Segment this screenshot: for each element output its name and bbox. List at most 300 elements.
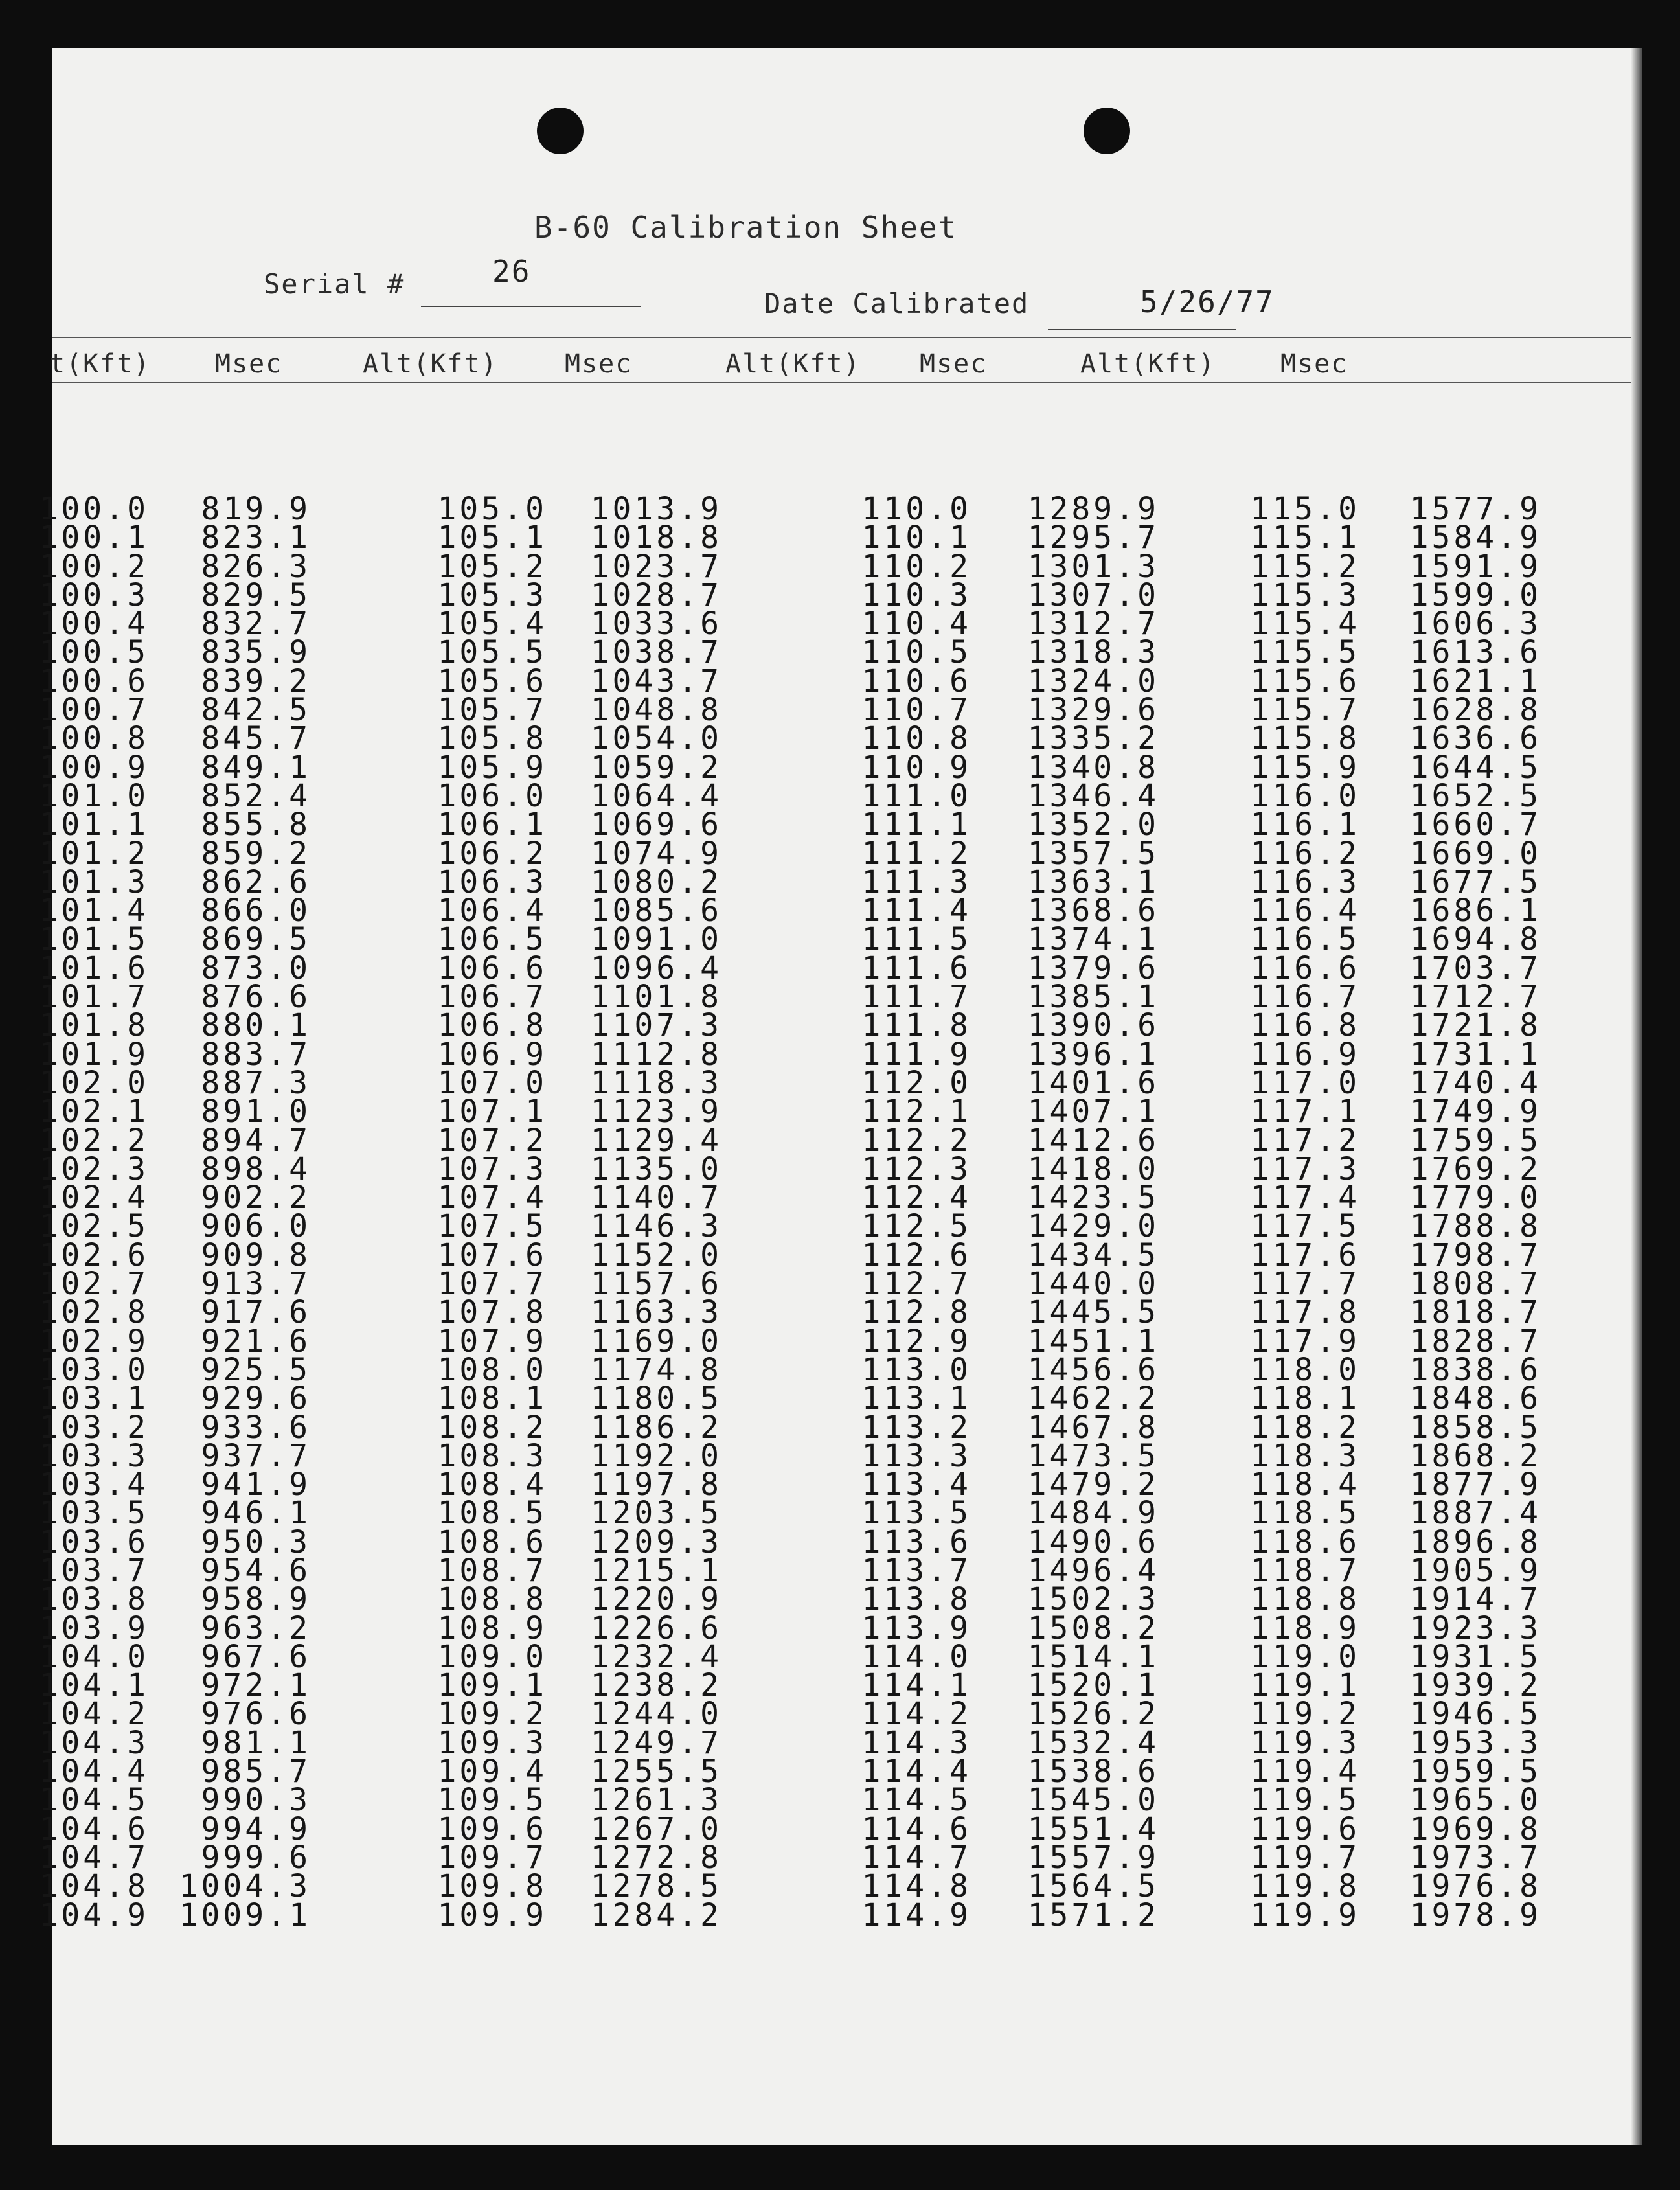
msec-2-cell: 1023.7	[590, 548, 722, 585]
msec-2-cell: 1255.5	[590, 1753, 722, 1790]
alt-1-cell: 102.4	[39, 1180, 149, 1216]
alt-1-cell: 102.7	[39, 1266, 149, 1303]
msec-1-cell: 880.1	[201, 1007, 311, 1044]
alt-2-cell: 108.9	[437, 1610, 547, 1647]
alt-1-cell: 100.6	[39, 663, 149, 700]
alt-1-cell: 103.8	[39, 1581, 149, 1618]
alt-3-cell: 110.1	[861, 519, 971, 556]
alt-1-cell: 102.8	[39, 1294, 149, 1331]
msec-3-cell: 1508.2	[1027, 1610, 1159, 1647]
alt-3-cell: 112.3	[861, 1150, 971, 1187]
alt-3-cell: 113.8	[861, 1581, 971, 1618]
alt-2-cell: 107.3	[437, 1150, 547, 1187]
alt-4-cell: 119.6	[1250, 1810, 1360, 1847]
msec-1-cell: 862.6	[201, 863, 311, 900]
msec-1-cell: 990.3	[201, 1782, 311, 1819]
alt-1-cell: 102.2	[39, 1122, 149, 1159]
alt-3-cell: 114.1	[861, 1667, 971, 1704]
alt-4-cell: 118.4	[1250, 1466, 1360, 1503]
msec-3-cell: 1318.3	[1027, 634, 1159, 671]
alt-1-cell: 101.2	[39, 835, 149, 872]
msec-1-cell: 941.9	[201, 1466, 311, 1503]
alt-4-cell: 117.9	[1250, 1323, 1360, 1360]
alt-2-cell: 106.0	[437, 777, 547, 814]
alt-3-cell: 114.8	[861, 1868, 971, 1905]
alt-4-cell: 119.8	[1250, 1868, 1360, 1905]
msec-1-cell: 839.2	[201, 663, 311, 700]
alt-3-cell: 110.9	[861, 749, 971, 786]
alt-2-cell: 105.7	[437, 692, 547, 729]
alt-1-cell: 102.3	[39, 1150, 149, 1187]
msec-2-cell: 1080.2	[590, 863, 722, 900]
msec-3-cell: 1571.2	[1027, 1897, 1159, 1933]
msec-4-cell: 1694.8	[1409, 921, 1541, 958]
msec-4-cell: 1599.0	[1409, 576, 1541, 613]
msec-2-cell: 1096.4	[590, 950, 722, 987]
alt-3-cell: 114.6	[861, 1810, 971, 1847]
msec-2-cell: 1209.3	[590, 1523, 722, 1560]
msec-3-cell: 1473.5	[1027, 1437, 1159, 1474]
alt-1-cell: 103.7	[39, 1552, 149, 1589]
msec-3-cell: 1295.7	[1027, 519, 1159, 556]
msec-3-cell: 1429.0	[1027, 1208, 1159, 1245]
msec-1-cell: 921.6	[201, 1323, 311, 1360]
alt-3-cell: 114.2	[861, 1696, 971, 1733]
alt-1-cell: 103.0	[39, 1351, 149, 1388]
msec-3-cell: 1490.6	[1027, 1523, 1159, 1560]
alt-3-cell: 114.4	[861, 1753, 971, 1790]
msec-2-cell: 1238.2	[590, 1667, 722, 1704]
alt-2-cell: 105.3	[437, 576, 547, 613]
msec-4-cell: 1953.3	[1409, 1724, 1541, 1761]
alt-4-cell: 119.7	[1250, 1839, 1360, 1876]
msec-1-cell: 963.2	[201, 1610, 311, 1647]
msec-2-cell: 1278.5	[590, 1868, 722, 1905]
msec-3-cell: 1335.2	[1027, 720, 1159, 757]
msec-1-cell: 876.6	[201, 979, 311, 1016]
alt-4-cell: 115.5	[1250, 634, 1360, 671]
alt-2-cell: 109.7	[437, 1839, 547, 1876]
msec-4-cell: 1749.9	[1409, 1093, 1541, 1130]
msec-2-cell: 1028.7	[590, 576, 722, 613]
msec-1-cell: 950.3	[201, 1523, 311, 1560]
alt-1-cell: 100.9	[39, 749, 149, 786]
msec-4-cell: 1721.8	[1409, 1007, 1541, 1044]
alt-column-1	[0, 491, 149, 1933]
alt-3-cell: 111.9	[861, 1036, 971, 1073]
msec-2-cell: 1203.5	[590, 1495, 722, 1532]
serial-label: Serial #	[264, 268, 405, 300]
alt-4-cell: 118.6	[1250, 1523, 1360, 1560]
alt-4-cell: 119.4	[1250, 1753, 1360, 1790]
msec-2-cell: 1018.8	[590, 519, 722, 556]
alt-2-cell: 109.4	[437, 1753, 547, 1790]
msec-4-cell: 1868.2	[1409, 1437, 1541, 1474]
alt-column-2	[392, 491, 547, 1933]
msec-3-cell: 1451.1	[1027, 1323, 1159, 1360]
alt-4-cell: 118.9	[1250, 1610, 1360, 1647]
alt-2-cell: 108.6	[437, 1523, 547, 1560]
alt-2-cell: 105.9	[437, 749, 547, 786]
column-header-msec-3: Msec	[920, 349, 988, 379]
alt-2-cell: 105.1	[437, 519, 547, 556]
msec-2-cell: 1112.8	[590, 1036, 722, 1073]
alt-3-cell: 110.3	[861, 576, 971, 613]
alt-3-cell: 114.9	[861, 1897, 971, 1933]
msec-4-cell: 1660.7	[1409, 806, 1541, 843]
calibration-sheet-page	[39, 48, 1642, 2145]
alt-3-cell: 111.7	[861, 979, 971, 1016]
alt-1-cell: 104.2	[39, 1696, 149, 1733]
msec-4-cell: 1621.1	[1409, 663, 1541, 700]
msec-2-cell: 1038.7	[590, 634, 722, 671]
msec-2-cell: 1174.8	[590, 1351, 722, 1388]
msec-4-cell: 1628.8	[1409, 692, 1541, 729]
alt-2-cell: 109.2	[437, 1696, 547, 1733]
alt-2-cell: 107.8	[437, 1294, 547, 1331]
alt-3-cell: 111.2	[861, 835, 971, 872]
msec-1-cell: 1004.3	[179, 1868, 311, 1905]
msec-column-4	[1386, 491, 1541, 1933]
msec-2-cell: 1152.0	[590, 1237, 722, 1273]
msec-3-cell: 1445.5	[1027, 1294, 1159, 1331]
msec-2-cell: 1118.3	[590, 1064, 722, 1101]
document-title: B-60 Calibration Sheet	[534, 210, 958, 245]
serial-underline	[421, 306, 641, 307]
alt-2-cell: 105.4	[437, 606, 547, 643]
alt-2-cell: 107.6	[437, 1237, 547, 1273]
msec-1-cell: 946.1	[201, 1495, 311, 1532]
msec-2-cell: 1215.1	[590, 1552, 722, 1589]
msec-2-cell: 1284.2	[590, 1897, 722, 1933]
alt-1-cell: 100.5	[39, 634, 149, 671]
alt-4-cell: 119.2	[1250, 1696, 1360, 1733]
msec-1-cell: 1009.1	[179, 1897, 311, 1933]
alt-4-cell: 119.3	[1250, 1724, 1360, 1761]
alt-3-cell: 111.0	[861, 777, 971, 814]
alt-3-cell: 113.7	[861, 1552, 971, 1589]
alt-4-cell: 116.0	[1250, 777, 1360, 814]
alt-1-cell: 100.1	[39, 519, 149, 556]
alt-1-cell: 100.0	[39, 491, 149, 527]
msec-4-cell: 1976.8	[1409, 1868, 1541, 1905]
msec-2-cell: 1123.9	[590, 1093, 722, 1130]
alt-3-cell: 112.5	[861, 1208, 971, 1245]
alt-3-cell: 112.8	[861, 1294, 971, 1331]
msec-1-cell: 967.6	[201, 1638, 311, 1675]
alt-2-cell: 107.9	[437, 1323, 547, 1360]
msec-2-cell: 1064.4	[590, 777, 722, 814]
msec-4-cell: 1584.9	[1409, 519, 1541, 556]
msec-4-cell: 1613.6	[1409, 634, 1541, 671]
alt-2-cell: 108.5	[437, 1495, 547, 1532]
alt-3-cell: 111.6	[861, 950, 971, 987]
alt-4-cell: 117.7	[1250, 1266, 1360, 1303]
msec-1-cell: 859.2	[201, 835, 311, 872]
alt-4-cell: 119.0	[1250, 1638, 1360, 1675]
alt-1-cell: 104.9	[39, 1897, 149, 1933]
msec-1-cell: 985.7	[201, 1753, 311, 1790]
alt-4-cell: 115.7	[1250, 692, 1360, 729]
msec-4-cell: 1779.0	[1409, 1180, 1541, 1216]
alt-3-cell: 114.5	[861, 1782, 971, 1819]
msec-1-cell: 958.9	[201, 1581, 311, 1618]
alt-1-cell: 102.9	[39, 1323, 149, 1360]
alt-4-cell: 117.6	[1250, 1237, 1360, 1273]
alt-3-cell: 110.5	[861, 634, 971, 671]
alt-4-cell: 115.1	[1250, 519, 1360, 556]
msec-4-cell: 1703.7	[1409, 950, 1541, 987]
alt-1-cell: 100.8	[39, 720, 149, 757]
alt-1-cell: 101.8	[39, 1007, 149, 1044]
alt-2-cell: 105.5	[437, 634, 547, 671]
alt-1-cell: 101.0	[39, 777, 149, 814]
msec-column-1	[155, 491, 311, 1933]
alt-4-cell: 115.8	[1250, 720, 1360, 757]
alt-column-4	[1205, 491, 1360, 1933]
alt-3-cell: 113.2	[861, 1409, 971, 1446]
alt-3-cell: 112.1	[861, 1093, 971, 1130]
msec-3-cell: 1390.6	[1027, 1007, 1159, 1044]
msec-4-cell: 1677.5	[1409, 863, 1541, 900]
msec-1-cell: 826.3	[201, 548, 311, 585]
msec-3-cell: 1289.9	[1027, 491, 1159, 527]
alt-4-cell: 116.7	[1250, 979, 1360, 1016]
alt-4-cell: 116.2	[1250, 835, 1360, 872]
msec-4-cell: 1848.6	[1409, 1380, 1541, 1417]
msec-3-cell: 1538.6	[1027, 1753, 1159, 1790]
alt-4-cell: 119.5	[1250, 1782, 1360, 1819]
msec-4-cell: 1798.7	[1409, 1237, 1541, 1273]
alt-1-cell: 101.6	[39, 950, 149, 987]
alt-3-cell: 113.6	[861, 1523, 971, 1560]
msec-2-cell: 1085.6	[590, 893, 722, 930]
alt-2-cell: 105.8	[437, 720, 547, 757]
alt-2-cell: 108.0	[437, 1351, 547, 1388]
msec-1-cell: 866.0	[201, 893, 311, 930]
alt-2-cell: 108.8	[437, 1581, 547, 1618]
msec-3-cell: 1307.0	[1027, 576, 1159, 613]
alt-2-cell: 109.0	[437, 1638, 547, 1675]
alt-2-cell: 108.1	[437, 1380, 547, 1417]
msec-1-cell: 829.5	[201, 576, 311, 613]
msec-4-cell: 1818.7	[1409, 1294, 1541, 1331]
msec-3-cell: 1346.4	[1027, 777, 1159, 814]
msec-1-cell: 976.6	[201, 1696, 311, 1733]
alt-2-cell: 109.6	[437, 1810, 547, 1847]
alt-1-cell: 103.1	[39, 1380, 149, 1417]
alt-1-cell: 104.4	[39, 1753, 149, 1790]
alt-3-cell: 111.3	[861, 863, 971, 900]
msec-3-cell: 1407.1	[1027, 1093, 1159, 1130]
msec-3-cell: 1385.1	[1027, 979, 1159, 1016]
alt-2-cell: 106.1	[437, 806, 547, 843]
date-underline	[1048, 329, 1236, 330]
alt-4-cell: 118.7	[1250, 1552, 1360, 1589]
alt-2-cell: 106.9	[437, 1036, 547, 1073]
msec-4-cell: 1591.9	[1409, 548, 1541, 585]
msec-4-cell: 1838.6	[1409, 1351, 1541, 1388]
alt-2-cell: 106.6	[437, 950, 547, 987]
header-rule-bottom	[52, 382, 1642, 383]
alt-3-cell: 110.7	[861, 692, 971, 729]
msec-4-cell: 1740.4	[1409, 1064, 1541, 1101]
alt-1-cell: 103.9	[39, 1610, 149, 1647]
alt-4-cell: 116.3	[1250, 863, 1360, 900]
alt-3-cell: 113.0	[861, 1351, 971, 1388]
column-header-alt-1: t(Kft)	[49, 349, 151, 379]
msec-2-cell: 1197.8	[590, 1466, 722, 1503]
msec-2-cell: 1054.0	[590, 720, 722, 757]
msec-1-cell: 954.6	[201, 1552, 311, 1589]
alt-2-cell: 106.4	[437, 893, 547, 930]
msec-1-cell: 933.6	[201, 1409, 311, 1446]
msec-1-cell: 894.7	[201, 1122, 311, 1159]
alt-2-cell: 105.0	[437, 491, 547, 527]
alt-1-cell: 104.3	[39, 1724, 149, 1761]
msec-2-cell: 1272.8	[590, 1839, 722, 1876]
msec-3-cell: 1564.5	[1027, 1868, 1159, 1905]
msec-1-cell: 819.9	[201, 491, 311, 527]
msec-2-cell: 1091.0	[590, 921, 722, 958]
alt-1-cell: 104.8	[39, 1868, 149, 1905]
msec-4-cell: 1931.5	[1409, 1638, 1541, 1675]
msec-3-cell: 1526.2	[1027, 1696, 1159, 1733]
msec-3-cell: 1374.1	[1027, 921, 1159, 958]
msec-2-cell: 1249.7	[590, 1724, 722, 1761]
msec-1-cell: 913.7	[201, 1266, 311, 1303]
msec-column-3	[1004, 491, 1159, 1933]
alt-4-cell: 119.9	[1250, 1897, 1360, 1933]
alt-4-cell: 116.9	[1250, 1036, 1360, 1073]
msec-2-cell: 1186.2	[590, 1409, 722, 1446]
msec-3-cell: 1401.6	[1027, 1064, 1159, 1101]
msec-4-cell: 1669.0	[1409, 835, 1541, 872]
msec-3-cell: 1423.5	[1027, 1180, 1159, 1216]
msec-3-cell: 1456.6	[1027, 1351, 1159, 1388]
msec-3-cell: 1462.2	[1027, 1380, 1159, 1417]
msec-1-cell: 873.0	[201, 950, 311, 987]
alt-1-cell: 101.7	[39, 979, 149, 1016]
alt-1-cell: 102.0	[39, 1064, 149, 1101]
msec-3-cell: 1301.3	[1027, 548, 1159, 585]
alt-1-cell: 100.2	[39, 548, 149, 585]
column-header-alt-2: Alt(Kft)	[363, 349, 498, 379]
msec-1-cell: 972.1	[201, 1667, 311, 1704]
alt-2-cell: 106.7	[437, 979, 547, 1016]
alt-1-cell: 104.1	[39, 1667, 149, 1704]
msec-1-cell: 909.8	[201, 1237, 311, 1273]
msec-1-cell: 925.5	[201, 1351, 311, 1388]
msec-3-cell: 1352.0	[1027, 806, 1159, 843]
alt-4-cell: 115.9	[1250, 749, 1360, 786]
alt-4-cell: 118.3	[1250, 1437, 1360, 1474]
alt-2-cell: 109.8	[437, 1868, 547, 1905]
alt-1-cell: 103.4	[39, 1466, 149, 1503]
msec-3-cell: 1357.5	[1027, 835, 1159, 872]
msec-4-cell: 1686.1	[1409, 893, 1541, 930]
column-header-msec-2: Msec	[565, 349, 633, 379]
alt-3-cell: 114.7	[861, 1839, 971, 1876]
alt-3-cell: 114.0	[861, 1638, 971, 1675]
msec-2-cell: 1135.0	[590, 1150, 722, 1187]
msec-4-cell: 1759.5	[1409, 1122, 1541, 1159]
alt-2-cell: 109.5	[437, 1782, 547, 1819]
alt-1-cell: 100.7	[39, 692, 149, 729]
msec-2-cell: 1157.6	[590, 1266, 722, 1303]
msec-3-cell: 1551.4	[1027, 1810, 1159, 1847]
msec-3-cell: 1329.6	[1027, 692, 1159, 729]
msec-2-cell: 1220.9	[590, 1581, 722, 1618]
msec-1-cell: 842.5	[201, 692, 311, 729]
alt-4-cell: 117.5	[1250, 1208, 1360, 1245]
msec-3-cell: 1484.9	[1027, 1495, 1159, 1532]
msec-2-cell: 1267.0	[590, 1810, 722, 1847]
alt-3-cell: 110.6	[861, 663, 971, 700]
msec-3-cell: 1557.9	[1027, 1839, 1159, 1876]
msec-4-cell: 1896.8	[1409, 1523, 1541, 1560]
alt-3-cell: 113.4	[861, 1466, 971, 1503]
alt-4-cell: 115.0	[1250, 491, 1360, 527]
alt-1-cell: 103.5	[39, 1495, 149, 1532]
alt-3-cell: 111.4	[861, 893, 971, 930]
page-edge-shadow	[1631, 48, 1642, 2145]
alt-1-cell: 104.6	[39, 1810, 149, 1847]
alt-3-cell: 113.3	[861, 1437, 971, 1474]
alt-3-cell: 114.3	[861, 1724, 971, 1761]
msec-1-cell: 902.2	[201, 1180, 311, 1216]
msec-1-cell: 929.6	[201, 1380, 311, 1417]
alt-3-cell: 113.5	[861, 1495, 971, 1532]
msec-4-cell: 1606.3	[1409, 606, 1541, 643]
alt-1-cell: 101.1	[39, 806, 149, 843]
msec-2-cell: 1180.5	[590, 1380, 722, 1417]
alt-2-cell: 106.5	[437, 921, 547, 958]
msec-1-cell: 999.6	[201, 1839, 311, 1876]
msec-2-cell: 1261.3	[590, 1782, 722, 1819]
msec-1-cell: 981.1	[201, 1724, 311, 1761]
msec-3-cell: 1324.0	[1027, 663, 1159, 700]
msec-4-cell: 1978.9	[1409, 1897, 1541, 1933]
alt-4-cell: 117.8	[1250, 1294, 1360, 1331]
alt-3-cell: 110.2	[861, 548, 971, 585]
alt-2-cell: 107.7	[437, 1266, 547, 1303]
alt-2-cell: 107.2	[437, 1122, 547, 1159]
msec-4-cell: 1636.6	[1409, 720, 1541, 757]
alt-2-cell: 109.9	[437, 1897, 547, 1933]
msec-1-cell: 917.6	[201, 1294, 311, 1331]
alt-2-cell: 109.1	[437, 1667, 547, 1704]
column-header-alt-4: Alt(Kft)	[1080, 349, 1216, 379]
alt-2-cell: 109.3	[437, 1724, 547, 1761]
msec-1-cell: 869.5	[201, 921, 311, 958]
alt-2-cell: 108.2	[437, 1409, 547, 1446]
msec-1-cell: 887.3	[201, 1064, 311, 1101]
alt-2-cell: 107.5	[437, 1208, 547, 1245]
alt-3-cell: 110.4	[861, 606, 971, 643]
msec-1-cell: 835.9	[201, 634, 311, 671]
msec-2-cell: 1043.7	[590, 663, 722, 700]
msec-2-cell: 1192.0	[590, 1437, 722, 1474]
alt-4-cell: 116.5	[1250, 921, 1360, 958]
date-value: 5/26/77	[1140, 284, 1275, 319]
msec-3-cell: 1396.1	[1027, 1036, 1159, 1073]
msec-4-cell: 1731.1	[1409, 1036, 1541, 1073]
msec-2-cell: 1013.9	[590, 491, 722, 527]
alt-2-cell: 106.8	[437, 1007, 547, 1044]
msec-3-cell: 1520.1	[1027, 1667, 1159, 1704]
alt-2-cell: 108.3	[437, 1437, 547, 1474]
